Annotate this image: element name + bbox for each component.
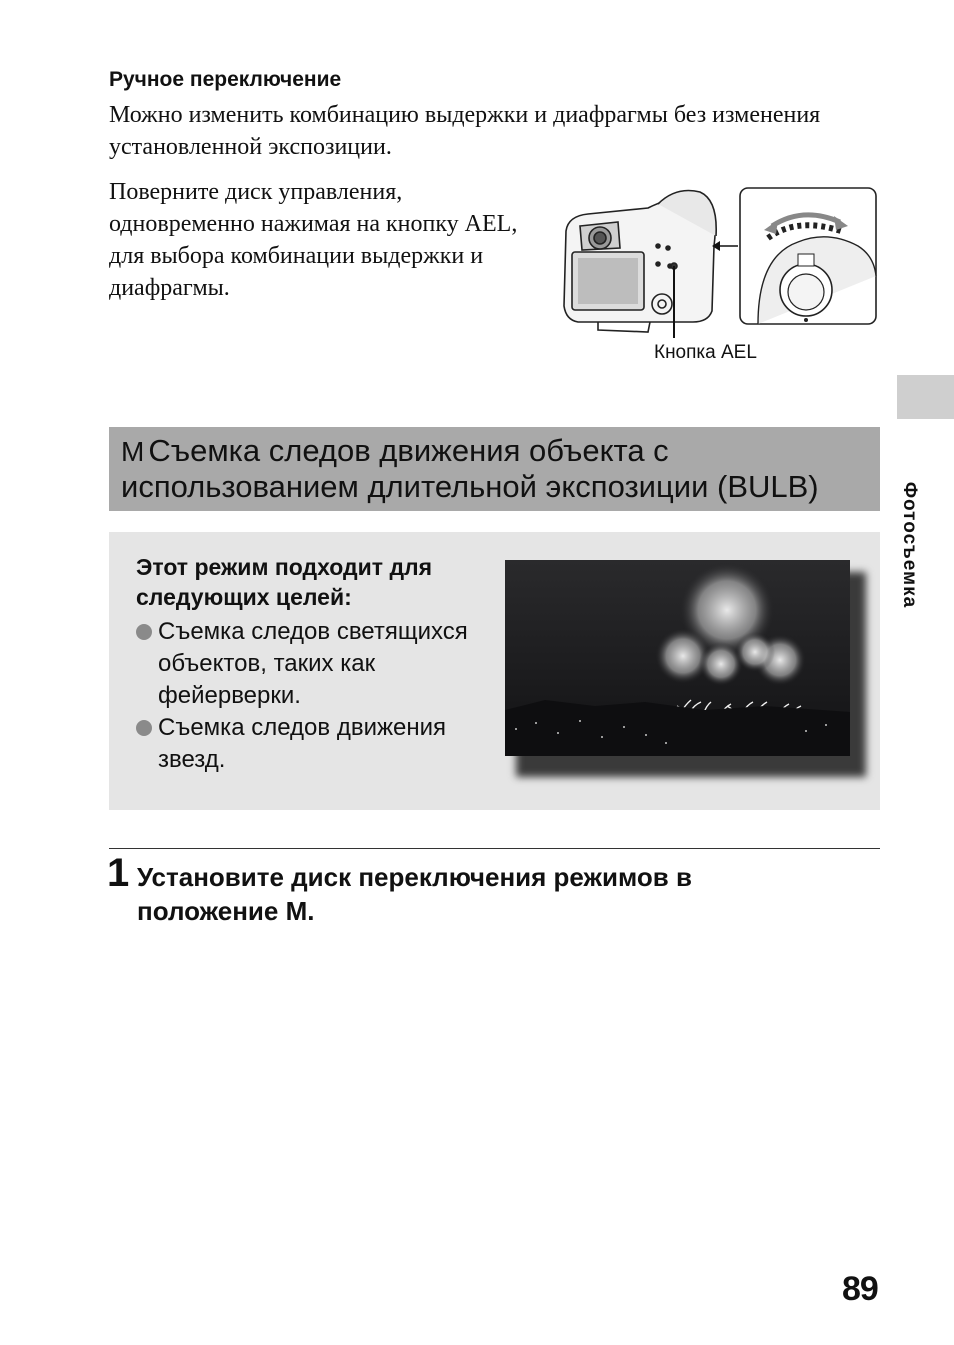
side-tab-label: Фотосъемка (899, 481, 920, 609)
fireworks-photo (505, 560, 850, 756)
section-banner (109, 427, 880, 511)
mode-m-icon: M (121, 436, 145, 467)
ael-closeup-drawing (740, 188, 876, 324)
list-item (136, 712, 496, 776)
manual-switch-heading: Ручное переключение (109, 68, 342, 91)
step-text: Установите диск переключения режимов в положение M. (137, 862, 692, 926)
bullet-icon (136, 624, 152, 640)
step-divider (109, 848, 880, 849)
purpose-list (136, 616, 496, 776)
bullet-icon (136, 720, 152, 736)
page-number: 89 (842, 1270, 878, 1308)
turn-dial-instruction: Поверните диск управления, одновременно нажимая на кнопку AEL, для выбора комбинации выдержки и диафрагмы. (109, 179, 518, 301)
manual-switch-text: Можно изменить комбинацию выдержки и диафрагмы без изменения установленной экспозиции. (109, 102, 821, 160)
step-number: 1 (107, 851, 130, 895)
purpose-title: Этот режим подходит для следующих целей: (136, 554, 433, 610)
section-title-line1: Съемка следов движения объекта с (148, 433, 669, 468)
camera-ael-illustration (558, 186, 878, 368)
ael-button-label: Кнопка AEL (654, 342, 757, 363)
section-title-line2: использованием длительной экспозиции (BULB) (121, 469, 819, 504)
list-item (136, 616, 496, 712)
camera-body-drawing (564, 191, 716, 333)
side-tab-marker (897, 375, 954, 419)
bullet-text: Съемка следов светящихся объектов, таких как фейерверки. (158, 618, 468, 709)
bullet-text: Съемка следов движения звезд. (158, 714, 447, 773)
